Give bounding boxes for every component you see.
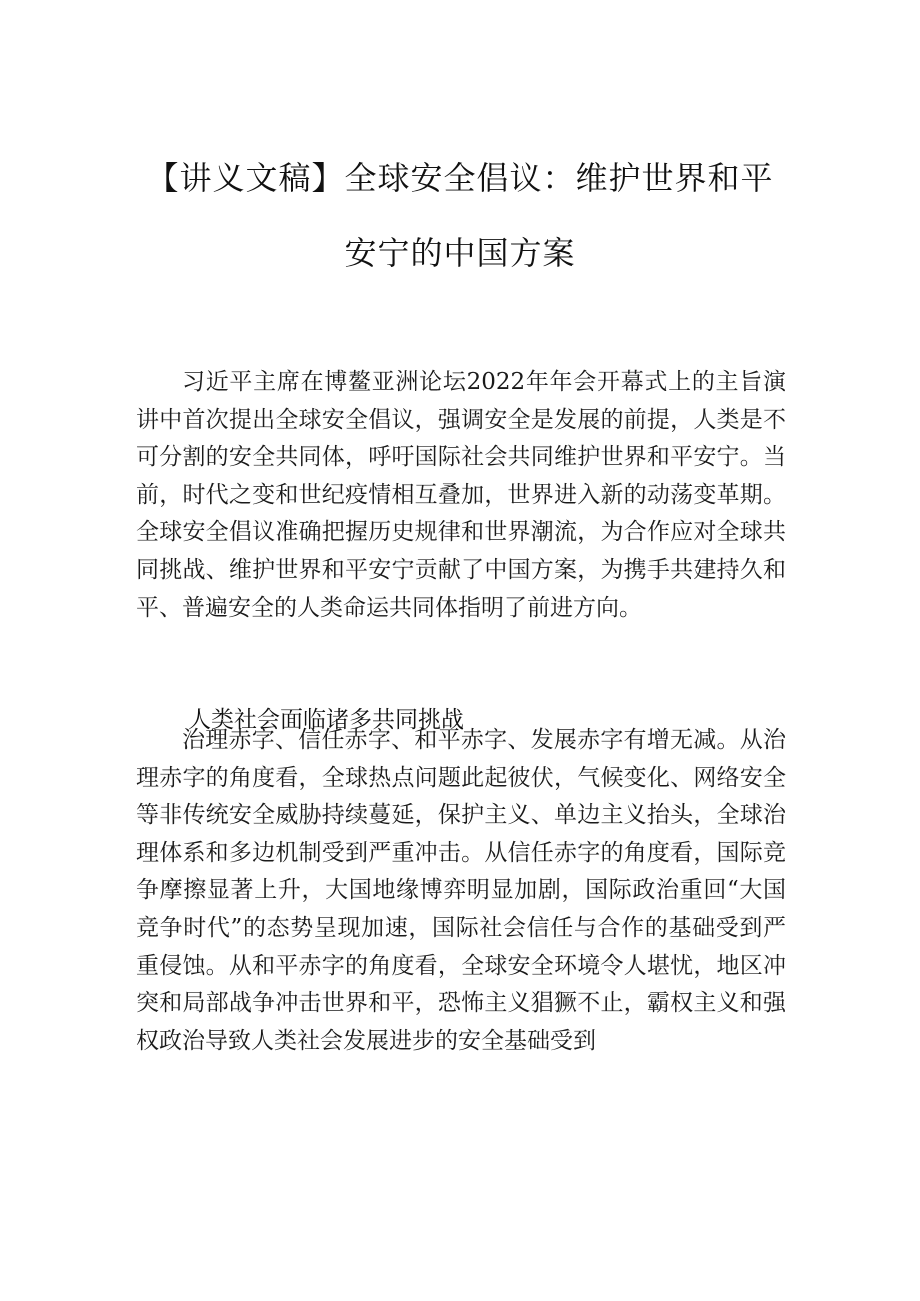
section-heading: 人类社会面临诸多共同挑战 (188, 707, 464, 733)
section-paragraph: 治理赤字、信任赤字、和平赤字、发展赤字有增无减。从治理赤字的角度看，全球热点问题此起彼伏，气候变化、网络安全等非传统安全威胁持续蔓延，保护主义、单边主义抬头，全球治理体系和多边机制受到严重冲击。从信任赤字的角度看，国际竞争摩擦显著上升，大国地缘博弈明显加剧，国际政治重回“大国竞争时代”的态势呈现加速，国际社会信任与合作的基础受到严重侵蚀。从和平赤字的角度看，全球安全环境令人堪忧，地区冲突和局部战争冲击世界和平，恐怖主义猖獗不止，霸权主义和强权政治导致人类社会发展进步的安全基础受到 (136, 727, 786, 1054)
section-paragraph-block (136, 722, 786, 1060)
document-title-line-2: 安宁的中国方案 (344, 234, 576, 272)
document-title-line-1: 【讲义文稿】全球安全倡议：维护世界和平 (146, 159, 774, 197)
intro-paragraph-block (136, 364, 786, 627)
intro-paragraph: 习近平主席在博鳌亚洲论坛2022年年会开幕式上的主旨演讲中首次提出全球安全倡议，强调安全是发展的前提，人类是不可分割的安全共同体，呼吁国际社会共同维护世界和平安宁。当前，时代之变和世纪疫情相互叠加，世界进入新的动荡变革期。全球安全倡议准确把握历史规律和世界潮流，为合作应对全球共同挑战、维护世界和平安宁贡献了中国方案，为携手共建持久和平、普遍安全的人类命运共同体指明了前进方向。 (136, 369, 786, 621)
